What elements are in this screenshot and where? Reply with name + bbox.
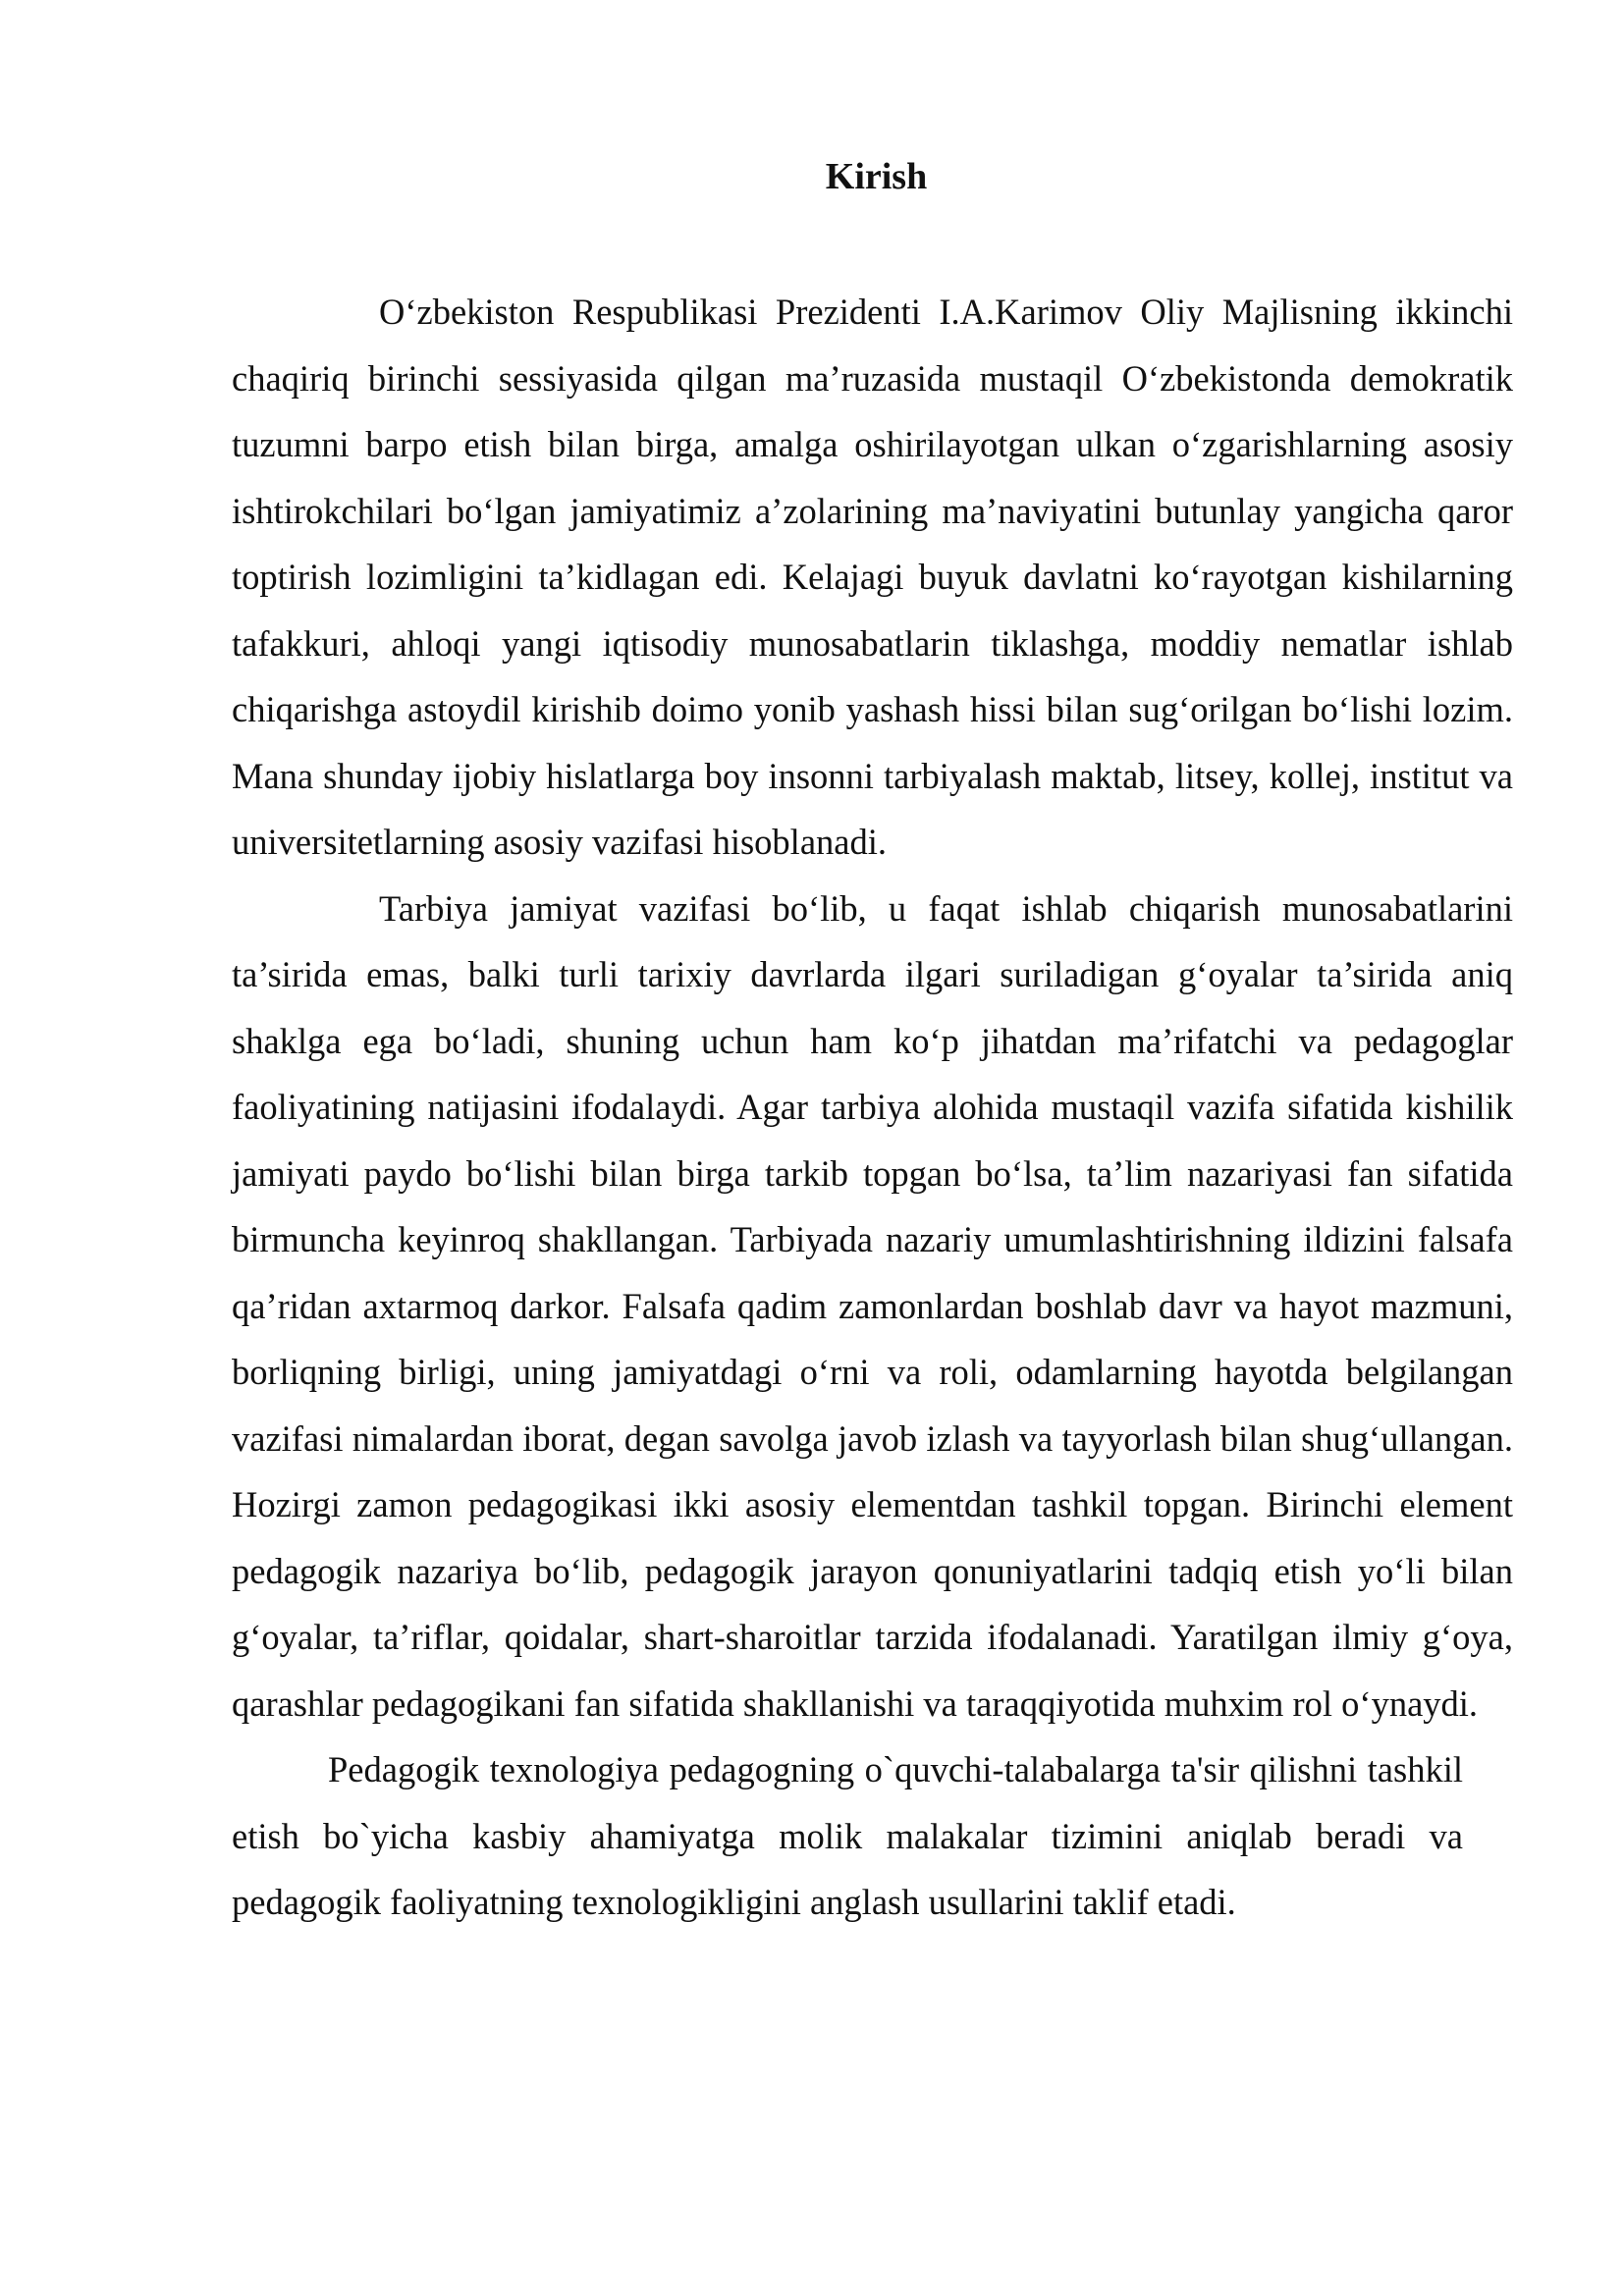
page-title: Kirish [825,156,928,197]
paragraph-3: Pedagogik texnologiya pedagogning o`quvchi-talabalarga ta'sir qilishni tashkil etish bo`yicha kasbiy ahamiyatga molik malakalar tizimini aniqlab beradi va pedagogik faoliyatning texnologikligini anglash usullarini taklif etadi. [232,1749,1463,1922]
paragraph-1: O‘zbekiston Respublikasi Prezidenti I.A.Karimov Oliy Majlisning ikkinchi chaqiriq birinchi sessiyasida qilgan ma’ruzasida mustaqil O‘zbekistonda demokratik tuzumni barpo etish bilan birga, amalga oshirilayotgan ulkan o‘zgarishlarning asosiy ishtirokchilari bo‘lgan jamiyatimiz a’zolarining ma’naviyatini butunlay yangicha qaror toptirish lozimligini ta’kidlagan edi. Kelajagi buyuk davlatni ko‘rayotgan kishilarning tafakkuri, ahloqi yangi iqtisodiy munosabatlarin tiklashga, moddiy nematlar ishlab chiqarishga astoydil kirishib doimo yonib yashash hissi bilan sug‘orilgan bo‘lishi lozim. Mana shunday ijobiy hislatlarga boy insonni tarbiyalash maktab, litsey, kollej, institut va universitetlarning asosiy vazifasi hisoblanadi. [232,292,1513,862]
paragraph-2: Tarbiya jamiyat vazifasi bo‘lib, u faqat ishlab chiqarish munosabatlarini ta’sirida emas, balki turli tarixiy davrlarda ilgari suriladigan g‘oyalar ta’sirida aniq shaklga ega bo‘ladi, shuning uchun ham ko‘p jihatdan ma’rifatchi va pedagoglar faoliyatining natijasini ifodalaydi. Agar tarbiya alohida mustaqil vazifa sifatida kishilik jamiyati paydo bo‘lishi bilan birga tarkib topgan bo‘lsa, ta’lim nazariyasi fan sifatida birmuncha keyinroq shakllangan. Tarbiyada nazariy umumlashtirishning ildizini falsafa qa’ridan axtarmoq darkor. Falsafa qadim zamonlardan boshlab davr va hayot mazmuni, borliqning birligi, uning jamiyatdagi o‘rni va roli, odamlarning hayotda belgilangan vazifasi nimalardan iborat, degan savolga javob izlash va tayyorlash bilan shug‘ullangan. Hozirgi zamon pedagogikasi ikki asosiy elementdan tashkil topgan. Birinchi element pedagogik nazariya bo‘lib, pedagogik jarayon qonuniyatlarini tadqiq etish yo‘li bilan g‘oyalar, ta’riflar, qoidalar, shart-sharoitlar tarzida ifodalanadi. Yaratilgan ilmiy g‘oya, qarashlar pedagogikani fan sifatida shakllanishi va taraqqiyotida muhxim rol o‘ynaydi. [232,887,1513,1724]
document-body [232,279,1513,1936]
